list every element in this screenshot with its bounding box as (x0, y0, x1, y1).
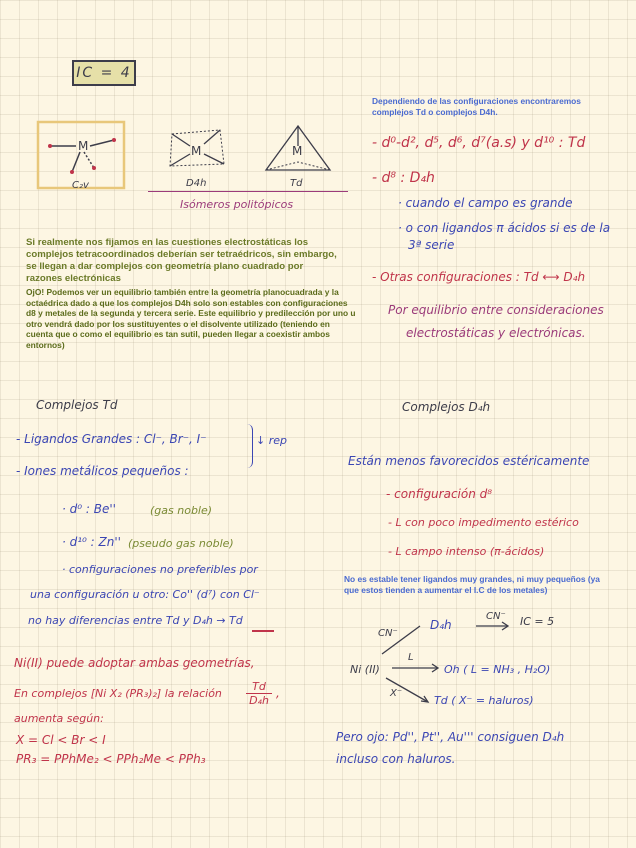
electrostatic-paragraph: Si realmente nos fijamos en las cuestiones electrostáticas los complejos tetracoordinados deberían ser tetraédricos, sin embargo, se llegan a dar complejos con geometría plano cuadrado por razones electrónicas (26, 237, 337, 284)
c2v-metal-label: M (78, 139, 89, 153)
equilibrium-paragraph: OjO! Podemos ver un equilibrio también entre la geometría planocuadrada y la octaédrica dado a que los complejos D4h solo son estables con configuraciones d8 y metales de la segunda y tercera serie. Este equilibrio y predilección por uno u otro vendrá dado por los sustituyentes o el disolvente utilizado (teniendo en cuenta que o como el equilibrio es tan sutil, pueden llegar a coexistir ambos entornos) (26, 287, 356, 350)
cn-arrow-label: CN⁻ (486, 611, 506, 622)
cobalt-example-line: una configuración u otro: Co'' (d⁷) con Cl⁻ (30, 588, 260, 601)
no-difference-line: no hay diferencias entre Td y D₄h → Td (28, 614, 243, 627)
d4h-section-title: Complejos D₄h (402, 400, 491, 414)
td-product: Td ( X⁻ = haluros) (434, 694, 534, 707)
pi-acid-line: · o con ligandos π ácidos si es de la (398, 221, 611, 235)
pd-pt-au-line: Pero ojo: Pd'', Pt'', Au''' consiguen D₄h (336, 730, 565, 744)
strong-field-line: - L campo intenso (π-ácidos) (388, 545, 545, 558)
configurations-intro: Dependiendo de las configuraciones encontraremos complejos Td o complejos D4h. (372, 96, 581, 117)
c2v-label: C₂v (72, 180, 89, 191)
halide-order-line: X = Cl < Br < I (16, 733, 106, 747)
large-field-line: · cuando el campo es grande (398, 196, 573, 210)
d8-config-line: - configuración d⁸ (386, 487, 493, 501)
equilibrium-line-1: Por equilibrio entre consideraciones (388, 303, 604, 317)
d4h-geometry-label: D4h (186, 178, 207, 189)
oh-product: Oh ( L = NH₃ , H₂O) (444, 663, 551, 676)
d4h-structure-drawing (160, 124, 232, 180)
config-d8-line: - d⁸ : D₄h (372, 170, 435, 186)
other-config-line: - Otras configuraciones : Td ⟷ D₄h (372, 270, 586, 284)
d0-line: · d⁰ : Be'' (62, 502, 116, 516)
ic5-label: IC = 5 (520, 615, 555, 628)
cn-ligand-label: CN⁻ (378, 628, 398, 639)
third-series-line: 3ª serie (408, 238, 455, 252)
halide-ligand-label: X⁻ (390, 688, 403, 699)
td-structure-drawing (258, 122, 338, 182)
rep-bracket (246, 424, 253, 468)
d4h-product: D₄h (430, 618, 452, 632)
ic-label: IC = 4 (72, 60, 136, 86)
td-section-title: Complejos Td (36, 398, 118, 412)
isomers-divider (148, 191, 348, 192)
fraction-numerator: Td (246, 680, 272, 694)
ratio-fraction (246, 680, 272, 707)
non-preferable-config-line: · configuraciones no preferibles por (62, 563, 258, 576)
steric-line: Están menos favorecidos estéricamente (348, 454, 590, 468)
td-underline (252, 630, 274, 632)
d4h-metal-label: M (191, 144, 202, 158)
rep-label: ↓ rep (256, 434, 287, 447)
fraction-denominator: D₄h (249, 694, 269, 707)
isomers-label: Isómeros politópicos (180, 198, 294, 211)
halides-line: incluso con haluros. (336, 752, 456, 766)
ligand-l-label: L (408, 652, 414, 663)
td-metal-label: M (292, 144, 303, 158)
large-ligands-line: - Ligandos Grandes : Cl⁻, Br⁻, I⁻ (16, 432, 207, 446)
td-geometry-label: Td (290, 178, 303, 189)
small-ions-line: - Iones metálicos pequeños : (16, 464, 189, 478)
increases-line: aumenta según: (14, 712, 104, 725)
nickel-complexes-line: En complejos [Ni X₂ (PR₃)₂] la relación (14, 687, 222, 700)
nickel-geometries-line: Ni(II) puede adoptar ambas geometrías, (14, 656, 255, 670)
ligand-size-note: No es estable tener ligandos muy grandes, ni muy pequeños (ya que estos tienden a aumentar el I.C de los metales) (344, 574, 600, 595)
phosphine-order-line: PR₃ = PPhMe₂ < PPh₂Me < PPh₃ (16, 752, 206, 766)
nickel-center: Ni (II) (350, 663, 380, 676)
equilibrium-line-2: electrostáticas y electrónicas. (406, 326, 586, 340)
comma: , (276, 686, 280, 700)
low-hindrance-line: - L con poco impedimento estérico (388, 516, 579, 529)
config-td-line: - d⁰-d², d⁵, d⁶, d⁷(a.s) y d¹⁰ : Td (372, 135, 586, 151)
d10-line: · d¹⁰ : Zn'' (62, 535, 121, 549)
noble-gas-note: (gas noble) (150, 504, 213, 517)
pseudo-noble-gas-note: (pseudo gas noble) (128, 537, 234, 550)
